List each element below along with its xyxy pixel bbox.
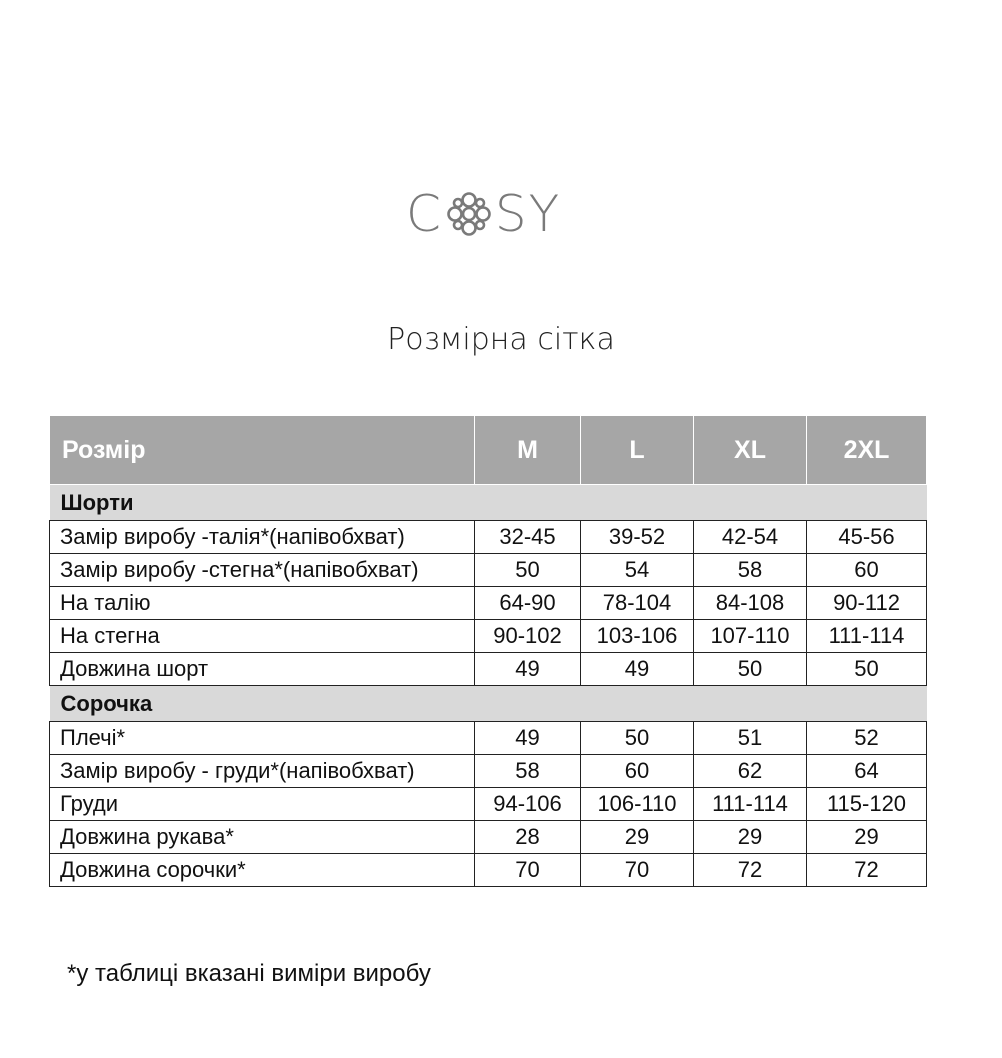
size-table — [49, 415, 927, 887]
table-row — [50, 587, 927, 620]
table-row — [50, 521, 927, 554]
cell-value: 107-110 — [694, 620, 807, 653]
page-title: Розмірна сітка — [387, 322, 615, 357]
row-label: Плечі* — [50, 722, 475, 755]
header-size-m: M — [475, 416, 581, 485]
row-label: На талію — [50, 587, 475, 620]
flower-knot-icon — [445, 190, 493, 238]
cell-value: 60 — [581, 755, 694, 788]
cell-value: 50 — [694, 653, 807, 686]
row-label: Довжина шорт — [50, 653, 475, 686]
row-label: Груди — [50, 788, 475, 821]
cell-value: 42-54 — [694, 521, 807, 554]
table-header-row — [50, 416, 927, 485]
cell-value: 94-106 — [475, 788, 581, 821]
cell-value: 29 — [694, 821, 807, 854]
cell-value: 49 — [475, 653, 581, 686]
header-size-label: Розмір — [50, 416, 475, 485]
section-title-shorts: Шорти — [50, 485, 927, 521]
cell-value: 49 — [475, 722, 581, 755]
row-label: На стегна — [50, 620, 475, 653]
cell-value: 49 — [581, 653, 694, 686]
header-size-l: L — [581, 416, 694, 485]
brand-logo — [406, 186, 561, 242]
cell-value: 58 — [475, 755, 581, 788]
cell-value: 45-56 — [807, 521, 927, 554]
cell-value: 103-106 — [581, 620, 694, 653]
cell-value: 70 — [475, 854, 581, 887]
cell-value: 39-52 — [581, 521, 694, 554]
cell-value: 111-114 — [807, 620, 927, 653]
cell-value: 90-102 — [475, 620, 581, 653]
row-label: Замір виробу -стегна*(напівобхват) — [50, 554, 475, 587]
cell-value: 58 — [694, 554, 807, 587]
table-row — [50, 788, 927, 821]
cell-value: 90-112 — [807, 587, 927, 620]
table-row — [50, 821, 927, 854]
row-label: Замір виробу - груди*(напівобхват) — [50, 755, 475, 788]
row-label: Довжина сорочки* — [50, 854, 475, 887]
cell-value: 64-90 — [475, 587, 581, 620]
cell-value: 62 — [694, 755, 807, 788]
cell-value: 72 — [807, 854, 927, 887]
header-size-2xl: 2XL — [807, 416, 927, 485]
section-title-shirt: Сорочка — [50, 686, 927, 722]
cell-value: 52 — [807, 722, 927, 755]
cell-value: 50 — [807, 653, 927, 686]
header-size-xl: XL — [694, 416, 807, 485]
cell-value: 111-114 — [694, 788, 807, 821]
section-row-shirt — [50, 686, 927, 722]
cell-value: 51 — [694, 722, 807, 755]
cell-value: 54 — [581, 554, 694, 587]
table-row — [50, 755, 927, 788]
cell-value: 70 — [581, 854, 694, 887]
cell-value: 78-104 — [581, 587, 694, 620]
table-row — [50, 554, 927, 587]
table-row — [50, 620, 927, 653]
row-label: Довжина рукава* — [50, 821, 475, 854]
cell-value: 29 — [807, 821, 927, 854]
cell-value: 29 — [581, 821, 694, 854]
footnote: *у таблиці вказані виміри виробу — [67, 960, 431, 987]
section-row-shorts — [50, 485, 927, 521]
table-row — [50, 854, 927, 887]
cell-value: 60 — [807, 554, 927, 587]
cell-value: 28 — [475, 821, 581, 854]
logo-letter-c: C — [406, 185, 443, 243]
cell-value: 50 — [475, 554, 581, 587]
row-label: Замір виробу -талія*(напівобхват) — [50, 521, 475, 554]
cell-value: 64 — [807, 755, 927, 788]
cell-value: 106-110 — [581, 788, 694, 821]
table-row — [50, 722, 927, 755]
cell-value: 72 — [694, 854, 807, 887]
cell-value: 115-120 — [807, 788, 927, 821]
cell-value: 32-45 — [475, 521, 581, 554]
cell-value: 50 — [581, 722, 694, 755]
table-row — [50, 653, 927, 686]
cell-value: 84-108 — [694, 587, 807, 620]
logo-letters-sy: SY — [494, 185, 562, 243]
